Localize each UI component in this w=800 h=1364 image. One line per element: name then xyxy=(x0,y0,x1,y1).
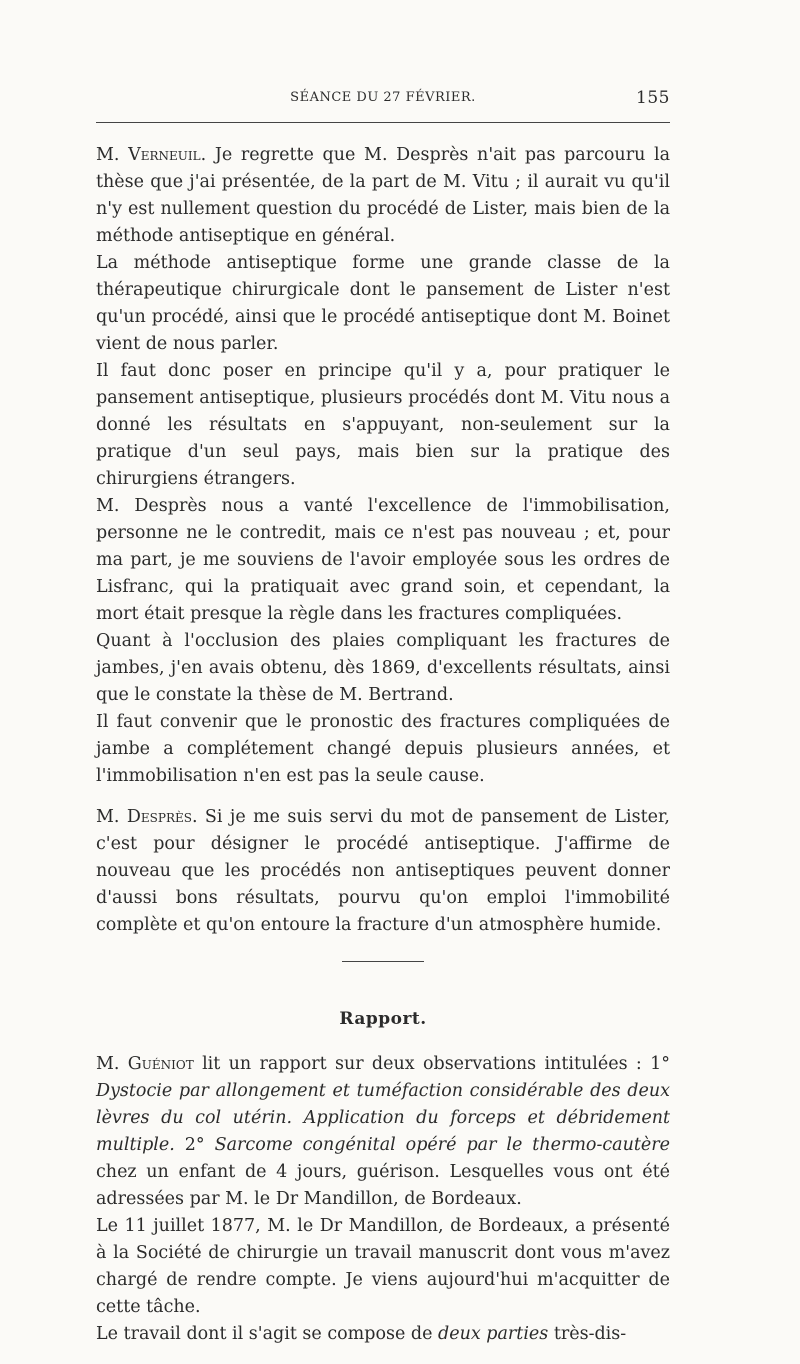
observation-title: Dystocie par allongement et tuméfaction considérable des deux lèvres du col utérin. Application du forceps et débridement multiple. xyxy=(96,1081,670,1155)
speaker-name: M. Desprès. xyxy=(96,807,198,827)
running-header xyxy=(96,90,670,114)
paragraph xyxy=(96,142,670,250)
running-title: SÉANCE DU 27 FÉVRIER. xyxy=(290,90,476,105)
paragraph: Il faut convenir que le pronostic des fractures compliquées de jambe a complétement changé depuis plusieurs années, et l'immobilisation n'en est pas la seule cause. xyxy=(96,712,670,786)
paragraph: Le 11 juillet 1877, M. le Dr Mandillon, de Bordeaux, a présenté à la Société de chirurgie un travail manuscrit dont vous m'avez chargé de rendre compte. Je viens aujourd'hui m'acquitter de cette tâche. xyxy=(96,1216,670,1317)
section-separator xyxy=(342,961,424,962)
body-text xyxy=(96,142,670,1348)
page-number: 155 xyxy=(636,88,670,108)
section-title: Rapport. xyxy=(339,1009,427,1029)
header-rule xyxy=(96,122,670,123)
paragraph: Il faut donc poser en principe qu'il y a, pour pratiquer le pansement antiseptique, plusieurs procédés dont M. Vitu nous a donné les résultats en s'appuyant, non-seulement sur la pratique d'un seul pays, mais bien sur la pratique des chirurgiens étrangers. xyxy=(96,361,670,489)
speaker-name: M. Guéniot xyxy=(96,1054,194,1074)
paragraph-text: Je regrette que M. Desprès n'ait pas parcouru la thèse que j'ai présentée, de la part de M. Vitu ; il aurait vu qu'il n'y est nullement question du procédé de Lister, mais bien de la méthode antiseptique en général. xyxy=(96,145,671,246)
observation-title: Sarcome congénital opéré par le thermo-cautère xyxy=(214,1135,670,1155)
paragraph: M. Desprès nous a vanté l'excellence de l'immobilisation, personne ne le contredit, mais ce n'est pas nouveau ; et, pour ma part, je me souviens de l'avoir employée sous les ordres de Lisfranc, qui la pratiquait avec grand soin, et cependant, la mort était presque la règle dans les fractures compliquées. xyxy=(96,496,670,624)
paragraph xyxy=(96,804,670,939)
paragraph: La méthode antiseptique forme une grande classe de la thérapeutique chirurgicale dont le pansement de Lister n'est qu'un procédé, ainsi que le procédé antiseptique dont M. Boinet vient de nous parler. xyxy=(96,253,670,354)
paragraph: Quant à l'occlusion des plaies compliquant les fractures de jambes, j'en avais obtenu, dès 1869, d'excellents résultats, ainsi que le constate la thèse de M. Bertrand. xyxy=(96,631,670,705)
speaker-name: M. Verneuil. xyxy=(96,145,207,165)
paragraph-text: Si je me suis servi du mot de pansement de Lister, c'est pour désigner le procédé antiseptique. J'affirme de nouveau que les procédés non antiseptiques peuvent donner d'aussi bons résultats, pourvu qu'on emploi l'immobilité complète et qu'on entoure la fracture d'un atmosphère humide. xyxy=(96,807,670,935)
paragraph: M. Guéniot lit un rapport sur deux observations intitulées : 1° Dystocie par allongement et tuméfaction considérable des deux lèvres du col utérin. Application du forceps et débridement multiple. 2° Sarcome congénital opéré par le thermo-cautère chez un enfant de 4 jours, guérison. Lesquelles vous ont été adressées par M. le Dr Mandillon, de Bordeaux. xyxy=(96,1054,670,1209)
paragraph: Le travail dont il s'agit se compose de deux parties très-dis- xyxy=(96,1324,627,1344)
